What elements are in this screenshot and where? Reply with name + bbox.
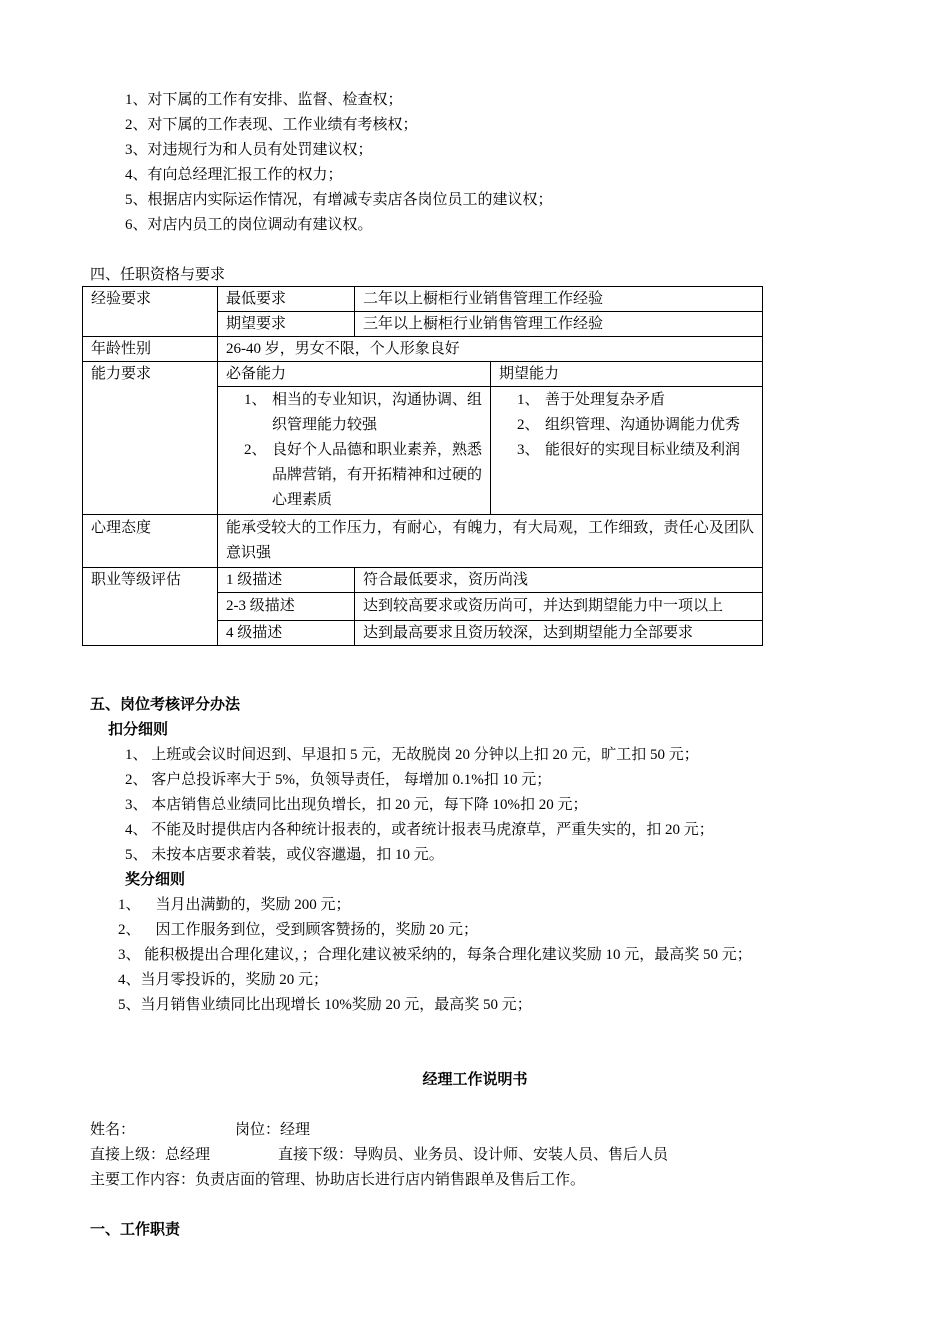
table-row [83, 337, 763, 362]
cell: 最低要求 [218, 287, 355, 312]
cell: 二年以上橱柜行业销售管理工作经验 [355, 287, 763, 312]
position-label: 岗位：经理 [235, 1122, 311, 1138]
cell: 1 级描述 [218, 568, 355, 593]
deduct-item: 4、 不能及时提供店内各种统计报表的，或者统计报表马虎潦草，严重失实的，扣 20 元； [125, 822, 714, 838]
authority-item: 3、对违规行为和人员有处罚建议权； [125, 142, 373, 158]
row-label: 能力要求 [83, 362, 218, 515]
table-row [83, 287, 763, 312]
cell: 能承受较大的工作压力，有耐心，有魄力，有大局观，工作细致，责任心及团队意识强 [218, 515, 763, 568]
list-item: 1、 相当的专业知识，沟通协调、组织管理能力较强 [244, 392, 483, 433]
main-work-text: 主要工作内容：负责店面的管理、协助店长进行店内销售跟单及售后工作。 [90, 1172, 586, 1188]
list-item: 2、 组织管理、沟通协调能力优秀 [517, 417, 741, 433]
authority-item: 6、对店内员工的岗位调动有建议权。 [125, 217, 373, 233]
cell: 符合最低要求，资历尚浅 [355, 568, 763, 593]
list-item: 1、 善于处理复杂矛盾 [517, 392, 666, 408]
cell: 必备能力 [218, 362, 491, 387]
table-row [83, 515, 763, 568]
deduct-item: 2、 客户总投诉率大于 5%，负领导责任， 每增加 0.1%扣 10 元； [125, 772, 552, 788]
section-heading: 四、任职资格与要求 [90, 267, 226, 283]
deduct-item: 5、 未按本店要求着装，或仪容邋遢，扣 10 元。 [125, 847, 444, 863]
cell: 期望能力 [491, 362, 763, 387]
deduct-item: 1、 上班或会议时间迟到、早退扣 5 元，无故脱岗 20 分钟以上扣 20 元，旷工扣 50 元； [125, 747, 699, 763]
row-label: 心理态度 [83, 515, 218, 568]
cell: 三年以上橱柜行业销售管理工作经验 [355, 312, 763, 337]
cell: 达到较高要求或资历尚可，并达到期望能力中一项以上 [355, 593, 763, 621]
list-item: 3、 能很好的实现目标业绩及利润 [517, 442, 741, 458]
authority-item: 4、有向总经理汇报工作的权力； [125, 167, 343, 183]
required-abilities-cell [218, 387, 491, 515]
subsection-heading: 奖分细则 [125, 872, 186, 888]
section-heading: 一、工作职责 [90, 1222, 181, 1238]
authority-item: 1、对下属的工作有安排、监督、检查权； [125, 92, 403, 108]
superior-label: 直接上级：总经理 [90, 1147, 211, 1163]
authority-item: 2、对下属的工作表现、工作业绩有考核权； [125, 117, 418, 133]
row-label: 经验要求 [83, 287, 218, 337]
expected-abilities-cell [491, 387, 763, 515]
table-row [83, 362, 763, 387]
authority-item: 5、根据店内实际运作情况，有增减专卖店各岗位员工的建议权； [125, 192, 553, 208]
row-label: 职业等级评估 [83, 568, 218, 646]
reward-item: 5、当月销售业绩同比出现增长 10%奖励 20 元，最高奖 50 元； [118, 997, 532, 1013]
reward-item: 4、当月零投诉的，奖励 20 元； [118, 972, 329, 988]
reward-item: 3、 能积极提出合理化建议，；合理化建议被采纳的，每条合理化建议奖励 10 元，最高奖 50 元； [118, 947, 752, 963]
cell: 4 级描述 [218, 621, 355, 646]
table-row [83, 568, 763, 593]
name-label: 姓名： [90, 1122, 136, 1138]
deduct-item: 3、 本店销售总业绩同比出现负增长，扣 20 元，每下降 10%扣 20 元； [125, 797, 588, 813]
subsection-heading: 扣分细则 [108, 722, 169, 738]
requirements-table [82, 286, 763, 646]
document-title: 经理工作说明书 [422, 1072, 528, 1088]
list-item: 2、 良好个人品德和职业素养，熟悉品牌营销，有开拓精神和过硬的心理素质 [244, 442, 483, 508]
subordinate-label: 直接下级：导购员、业务员、设计师、安装人员、售后人员 [278, 1147, 669, 1163]
cell: 2-3 级描述 [218, 593, 355, 621]
row-label: 年龄性别 [83, 337, 218, 362]
section-heading: 五、岗位考核评分办法 [90, 697, 241, 713]
reward-item: 1、 当月出满勤的，奖励 200 元； [118, 897, 351, 913]
cell: 期望要求 [218, 312, 355, 337]
reward-item: 2、 因工作服务到位，受到顾客赞扬的，奖励 20 元； [118, 922, 479, 938]
cell: 26-40 岁，男女不限，个人形象良好 [218, 337, 763, 362]
cell: 达到最高要求且资历较深，达到期望能力全部要求 [355, 621, 763, 646]
